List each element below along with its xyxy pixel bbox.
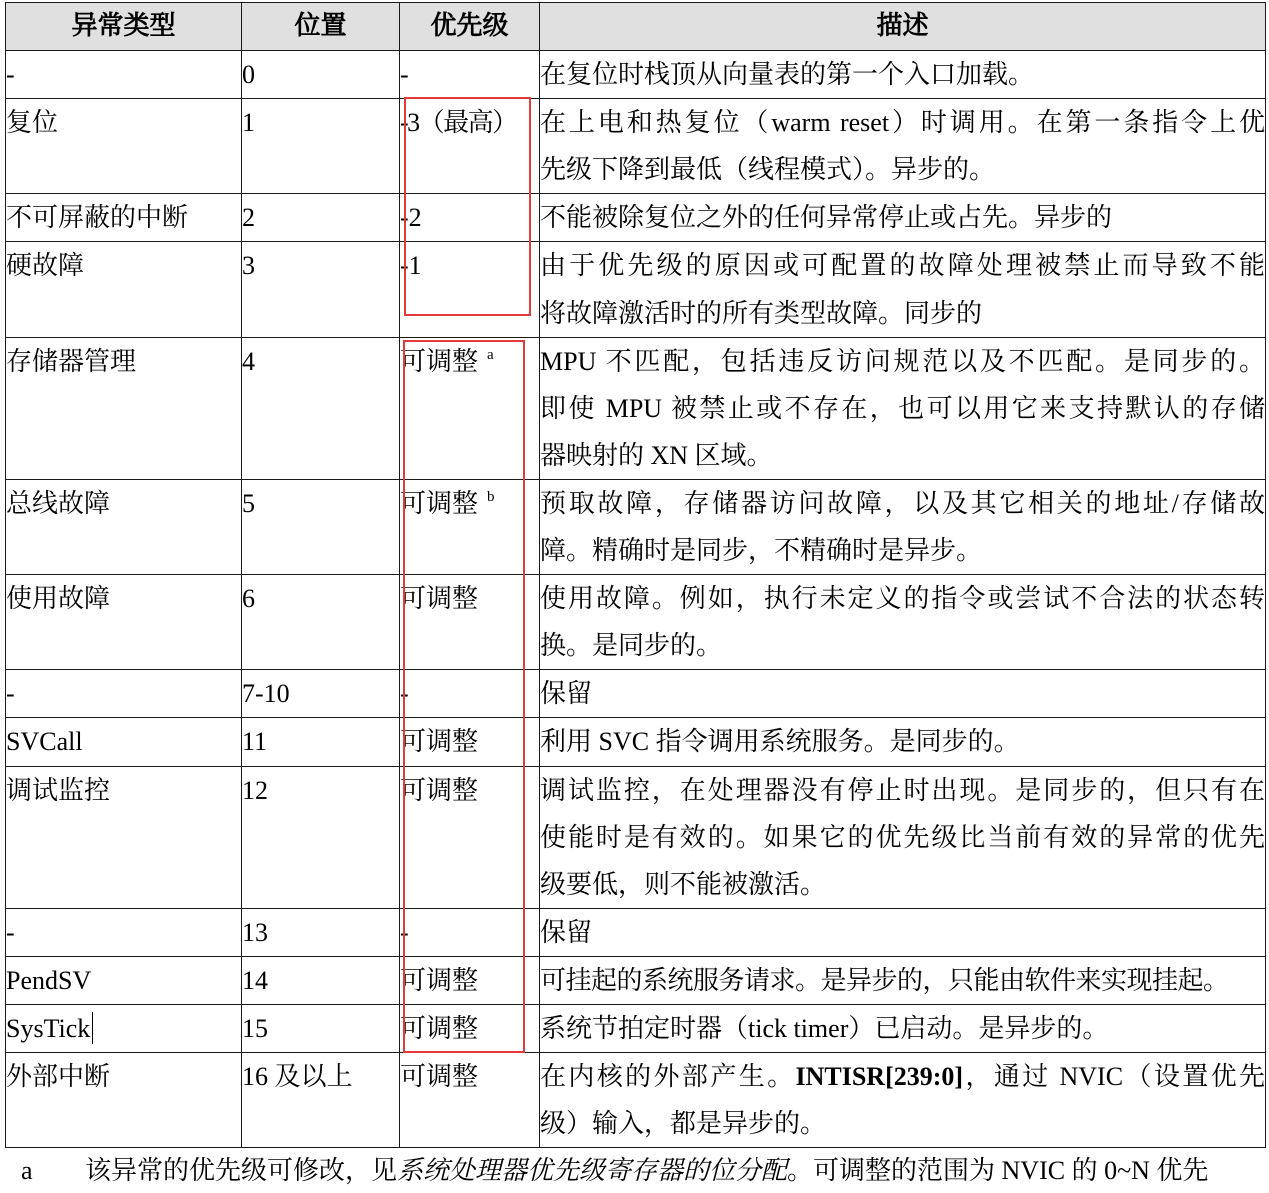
description-line: 由于优先级的原因或可配置的故障处理被禁止而导致不能 — [540, 251, 1265, 281]
description-cell — [540, 1004, 1266, 1052]
position-cell: 14 — [242, 956, 400, 1004]
priority-cell — [400, 479, 540, 574]
exception-type-cell: 复位 — [6, 99, 242, 194]
description-cell — [540, 337, 1266, 479]
priority-cell: 可调整 — [400, 766, 540, 908]
description-cell — [540, 194, 1266, 242]
position-cell: 12 — [242, 766, 400, 908]
exception-type-cell: - — [6, 51, 242, 99]
priority-value: -3（最高） — [400, 108, 517, 138]
priority-cell: -1 — [400, 242, 540, 337]
priority-cell: 可调整 — [400, 575, 540, 670]
priority-cell: -2 — [400, 194, 540, 242]
description-cell — [540, 242, 1266, 337]
table-row — [6, 242, 1266, 337]
signal-name-bold: INTISR[239:0] — [795, 1062, 964, 1092]
footnote-marker: b — [487, 488, 495, 505]
description-line: 不能被除复位之外的任何异常停止或占先。异步的 — [540, 203, 1113, 233]
position-cell: 1 — [242, 99, 400, 194]
exception-type-cell: 存储器管理 — [6, 337, 242, 479]
priority-cell — [400, 99, 540, 194]
position-cell: 0 — [242, 51, 400, 99]
position-cell: 6 — [242, 575, 400, 670]
column-header-position: 位置 — [242, 3, 400, 51]
position-cell: 11 — [242, 718, 400, 766]
priority-cell: 可调整 — [400, 718, 540, 766]
priority-cell: 可调整 — [400, 956, 540, 1004]
description-line: 可挂起的系统服务请求。是异步的，只能由软件来实现挂起。 — [540, 965, 1229, 995]
exception-type-cell: 调试监控 — [6, 766, 242, 908]
priority-value: 可调整 — [400, 346, 479, 376]
table-row — [6, 99, 1266, 194]
description-line: 即使 MPU 被禁止或不存在，也可以用它来支持默认的存储 — [540, 393, 1265, 423]
description-line: 保留 — [540, 679, 593, 709]
text-cursor — [92, 1012, 93, 1044]
description-cell — [540, 908, 1266, 956]
description-line: 级要低，则不能被激活。 — [540, 869, 827, 899]
exception-type-cell: 外部中断 — [6, 1053, 242, 1148]
description-line: 换。是同步的。 — [540, 631, 723, 661]
description-line: 级）输入，都是异步的。 — [540, 1109, 827, 1139]
position-cell: 15 — [242, 1004, 400, 1052]
header-row — [6, 3, 1266, 51]
table-row — [6, 1004, 1266, 1052]
footnote-text — [85, 1148, 1269, 1193]
position-cell: 16 及以上 — [242, 1053, 400, 1148]
footnote-text-part: 该异常的优先级可修改，见 — [85, 1156, 398, 1185]
position-cell: 5 — [242, 479, 400, 574]
exception-type-cell: 不可屏蔽的中断 — [6, 194, 242, 242]
exception-type-cell: - — [6, 908, 242, 956]
position-cell: 4 — [242, 337, 400, 479]
column-header-exception-type: 异常类型 — [6, 3, 242, 51]
description-line: 保留 — [540, 917, 593, 947]
description-line: 在复位时栈顶从向量表的第一个入口加载。 — [540, 60, 1035, 90]
priority-cell: 可调整 — [400, 1053, 540, 1148]
exception-type-cell: 总线故障 — [6, 479, 242, 574]
description-cell — [540, 1053, 1266, 1148]
exception-type-cell — [6, 1004, 242, 1052]
priority-cell: - — [400, 670, 540, 718]
description-line: 使用故障。例如，执行未定义的指令或尝试不合法的状态转 — [540, 584, 1265, 614]
description-line: 使能时是有效的。如果它的优先级比当前有效的异常的优先 — [540, 822, 1265, 852]
exception-type-cell: 使用故障 — [6, 575, 242, 670]
table-row — [6, 337, 1266, 479]
footnote — [0, 1148, 1269, 1193]
exception-type-cell: PendSV — [6, 956, 242, 1004]
priority-value: 可调整 — [400, 488, 479, 518]
position-cell: 3 — [242, 242, 400, 337]
description-line: 在上电和热复位（warm reset）时调用。在第一条指令上优 — [540, 108, 1265, 138]
description-line: 预取故障，存储器访问故障，以及其它相关的地址/存储故 — [540, 488, 1265, 518]
footnote-reference: 系统处理器优先级寄存器的位分配 — [397, 1156, 788, 1185]
table-row — [6, 670, 1266, 718]
position-cell: 13 — [242, 908, 400, 956]
description-cell — [540, 718, 1266, 766]
table-row — [6, 1053, 1266, 1148]
description-cell — [540, 99, 1266, 194]
position-cell: 2 — [242, 194, 400, 242]
description-cell — [540, 479, 1266, 574]
priority-cell: 可调整 — [400, 1004, 540, 1052]
description-cell — [540, 956, 1266, 1004]
column-header-priority: 优先级 — [400, 3, 540, 51]
column-header-description: 描述 — [540, 3, 1266, 51]
description-line: 调试监控，在处理器没有停止时出现。是同步的，但只有在 — [540, 775, 1265, 805]
description-cell — [540, 766, 1266, 908]
description-text: 在内核的外部产生。 — [540, 1062, 796, 1092]
description-line: 利用 SVC 指令调用系统服务。是同步的。 — [540, 727, 1020, 757]
description-text: ，通过 NVIC（设置优先 — [963, 1062, 1265, 1092]
description-line: 障。精确时是同步，不精确时是异步。 — [540, 536, 983, 566]
table-row — [6, 575, 1266, 670]
table-row — [6, 51, 1266, 99]
description-cell — [540, 670, 1266, 718]
footnote-marker: a — [487, 346, 494, 363]
table-row — [6, 908, 1266, 956]
exception-type-cell: - — [6, 670, 242, 718]
priority-cell: - — [400, 51, 540, 99]
table-row — [6, 479, 1266, 574]
position-cell: 7-10 — [242, 670, 400, 718]
description-line: MPU 不匹配，包括违反访问规范以及不匹配。是同步的。 — [540, 346, 1265, 376]
description-cell — [540, 575, 1266, 670]
description-line: 器映射的 XN 区域。 — [540, 440, 773, 470]
description-line: 先级下降到最低（线程模式）。异步的。 — [540, 155, 996, 185]
description-cell — [540, 51, 1266, 99]
exception-type-cell: 硬故障 — [6, 242, 242, 337]
table-row — [6, 766, 1266, 908]
table-row — [6, 956, 1266, 1004]
priority-cell: - — [400, 908, 540, 956]
exception-type-cell: SVCall — [6, 718, 242, 766]
description-line — [540, 1053, 1265, 1100]
exception-type-value: SysTick — [6, 1013, 91, 1043]
footnote-marker: a — [21, 1156, 33, 1185]
table-row — [6, 194, 1266, 242]
description-line: 系统节拍定时器（tick timer）已启动。是异步的。 — [540, 1013, 1109, 1043]
table-row — [6, 718, 1266, 766]
footnote-text-part: 。可调整的范围为 NVIC 的 0~N 优先 — [787, 1156, 1209, 1185]
exception-table — [5, 2, 1266, 1148]
description-line: 将故障激活时的所有类型故障。同步的 — [540, 298, 983, 328]
priority-cell — [400, 337, 540, 479]
